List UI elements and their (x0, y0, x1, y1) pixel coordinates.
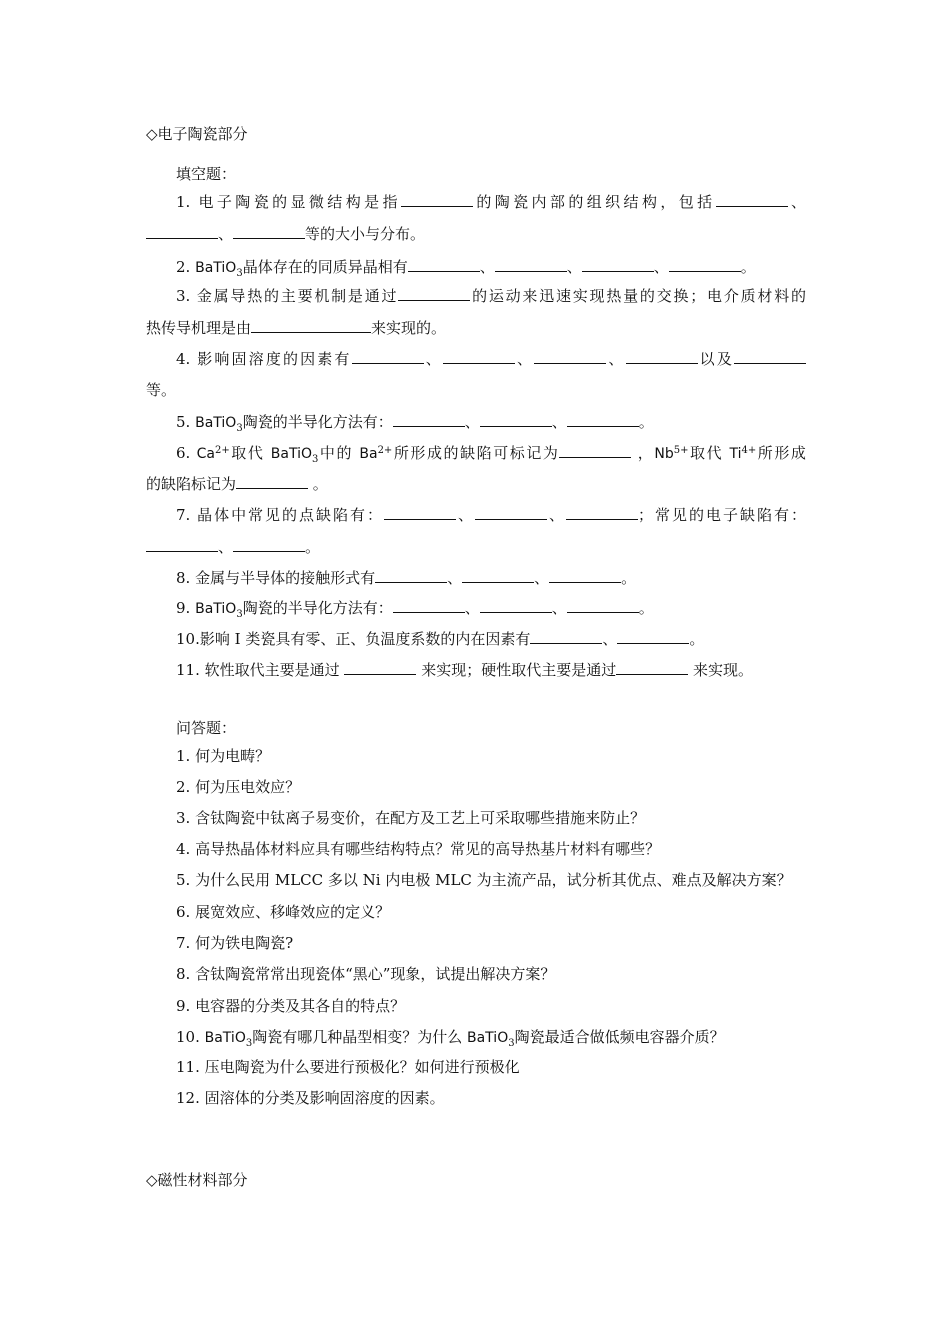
answer-blank[interactable] (251, 319, 371, 333)
answer-blank[interactable] (567, 413, 639, 427)
qa-question-6: 6. 展宽效应、移峰效应的定义？ (176, 903, 391, 921)
answer-blank[interactable] (559, 444, 631, 458)
fill-question-1-cont: 、 等的大小与分布。 (146, 224, 425, 244)
fill-question-11: 11. 软性取代主要是通过 来实现；硬性取代主要是通过 来实现。 (176, 661, 753, 679)
fill-question-8: 8. 金属与半导体的接触形式有 、 、 。 (176, 569, 637, 587)
answer-blank[interactable] (480, 413, 552, 427)
answer-blank[interactable] (393, 599, 465, 613)
answer-blank[interactable] (462, 569, 534, 583)
answer-blank[interactable] (716, 193, 788, 207)
answer-blank[interactable] (393, 413, 465, 427)
answer-blank[interactable] (375, 569, 447, 583)
answer-blank[interactable] (617, 630, 689, 644)
fill-question-2: 2. BaTiO$_3$晶体存在的同质异晶相有 、 、 、 。 (176, 258, 756, 279)
fill-question-1: 1. 电子陶瓷的显微结构是指 的陶瓷内部的组织结构，包括 、 (176, 193, 806, 211)
answer-blank[interactable] (398, 287, 470, 301)
answer-blank[interactable] (530, 630, 602, 644)
qa-question-10: 10. BaTiO$_3$陶瓷有哪几种晶型相变？为什么 BaTiO$_3$陶瓷最适合做低频电容器介质？ (176, 1028, 725, 1049)
fill-question-3: 3. 金属导热的主要机制是通过 的运动来迅速实现热量的交换；电介质材料的 (176, 287, 806, 305)
answer-blank[interactable] (408, 258, 480, 272)
answer-blank[interactable] (567, 599, 639, 613)
section-title-magnetic-materials: ◇磁性材料部分 (146, 1171, 248, 1189)
qa-question-11: 11. 压电陶瓷为什么要进行预极化？如何进行预极化 (176, 1058, 520, 1076)
qa-question-1: 1. 何为电畴？ (176, 747, 271, 765)
qa-question-4: 4. 高导热晶体材料应具有哪些结构特点？常见的高导热基片材料有哪些？ (176, 840, 661, 858)
answer-blank[interactable] (384, 506, 456, 520)
qa-heading: 问答题： (176, 719, 237, 737)
qa-question-2: 2. 何为压电效应？ (176, 778, 301, 796)
answer-blank[interactable] (443, 350, 515, 364)
qa-question-9: 9. 电容器的分类及其各自的特点？ (176, 997, 406, 1015)
qa-question-12: 12. 固溶体的分类及影响固溶度的因素。 (176, 1089, 445, 1107)
section-title-electronic-ceramics: ◇电子陶瓷部分 (146, 125, 248, 143)
answer-blank[interactable] (146, 538, 218, 552)
qa-question-5: 5. 为什么民用 MLCC 多以 Ni 内电极 MLC 为主流产品，试分析其优点、难点及解决方案？ (176, 871, 792, 889)
fill-question-4-cont: 等。 (146, 381, 177, 399)
answer-blank[interactable] (549, 569, 621, 583)
fill-question-7-cont: 、 。 (146, 537, 320, 557)
answer-blank[interactable] (566, 506, 638, 520)
fill-question-10: 10.影响 I 类瓷具有零、正、负温度系数的内在因素有 、 。 (176, 630, 705, 648)
fill-question-9: 9. BaTiO$_3$陶瓷的半导化方法有： 、 、 。 (176, 599, 654, 620)
answer-blank[interactable] (475, 506, 547, 520)
fill-question-4: 4. 影响固溶度的因素有 、 、 、 以及 (176, 349, 806, 369)
answer-blank[interactable] (495, 258, 567, 272)
answer-blank[interactable] (401, 193, 473, 207)
answer-blank[interactable] (626, 350, 698, 364)
fill-question-6: 6. $Ca^{2+}$取代 BaTiO$_3$中的 $Ba^{2+}$所形成的缺陷可标记为 ，$Nb^{5+}$取代 $Ti^{4+}$所形成 (176, 444, 806, 465)
answer-blank[interactable] (616, 661, 688, 675)
fill-in-heading: 填空题： (176, 165, 237, 183)
answer-blank[interactable] (669, 258, 741, 272)
fill-question-3-cont: 热传导机理是由 来实现的。 (146, 319, 447, 337)
answer-blank[interactable] (236, 475, 308, 489)
answer-blank[interactable] (146, 225, 218, 239)
answer-blank[interactable] (480, 599, 552, 613)
qa-question-3: 3. 含钛陶瓷中钛离子易变价，在配方及工艺上可采取哪些措施来防止？ (176, 809, 646, 827)
answer-blank[interactable] (233, 538, 305, 552)
fill-question-6-cont: 的缺陷标记为 。 (146, 475, 328, 493)
qa-question-8: 8. 含钛陶瓷常常出现瓷体“黑心”现象，试提出解决方案？ (176, 965, 556, 983)
answer-blank[interactable] (344, 661, 416, 675)
answer-blank[interactable] (734, 350, 806, 364)
fill-question-5: 5. BaTiO$_3$陶瓷的半导化方法有： 、 、 。 (176, 413, 654, 434)
answer-blank[interactable] (534, 350, 606, 364)
answer-blank[interactable] (233, 225, 305, 239)
answer-blank[interactable] (352, 350, 424, 364)
fill-question-7: 7. 晶体中常见的点缺陷有： 、 、 ；常见的电子缺陷有： (176, 506, 806, 524)
answer-blank[interactable] (582, 258, 654, 272)
qa-question-7: 7. 何为铁电陶瓷? (176, 934, 294, 952)
